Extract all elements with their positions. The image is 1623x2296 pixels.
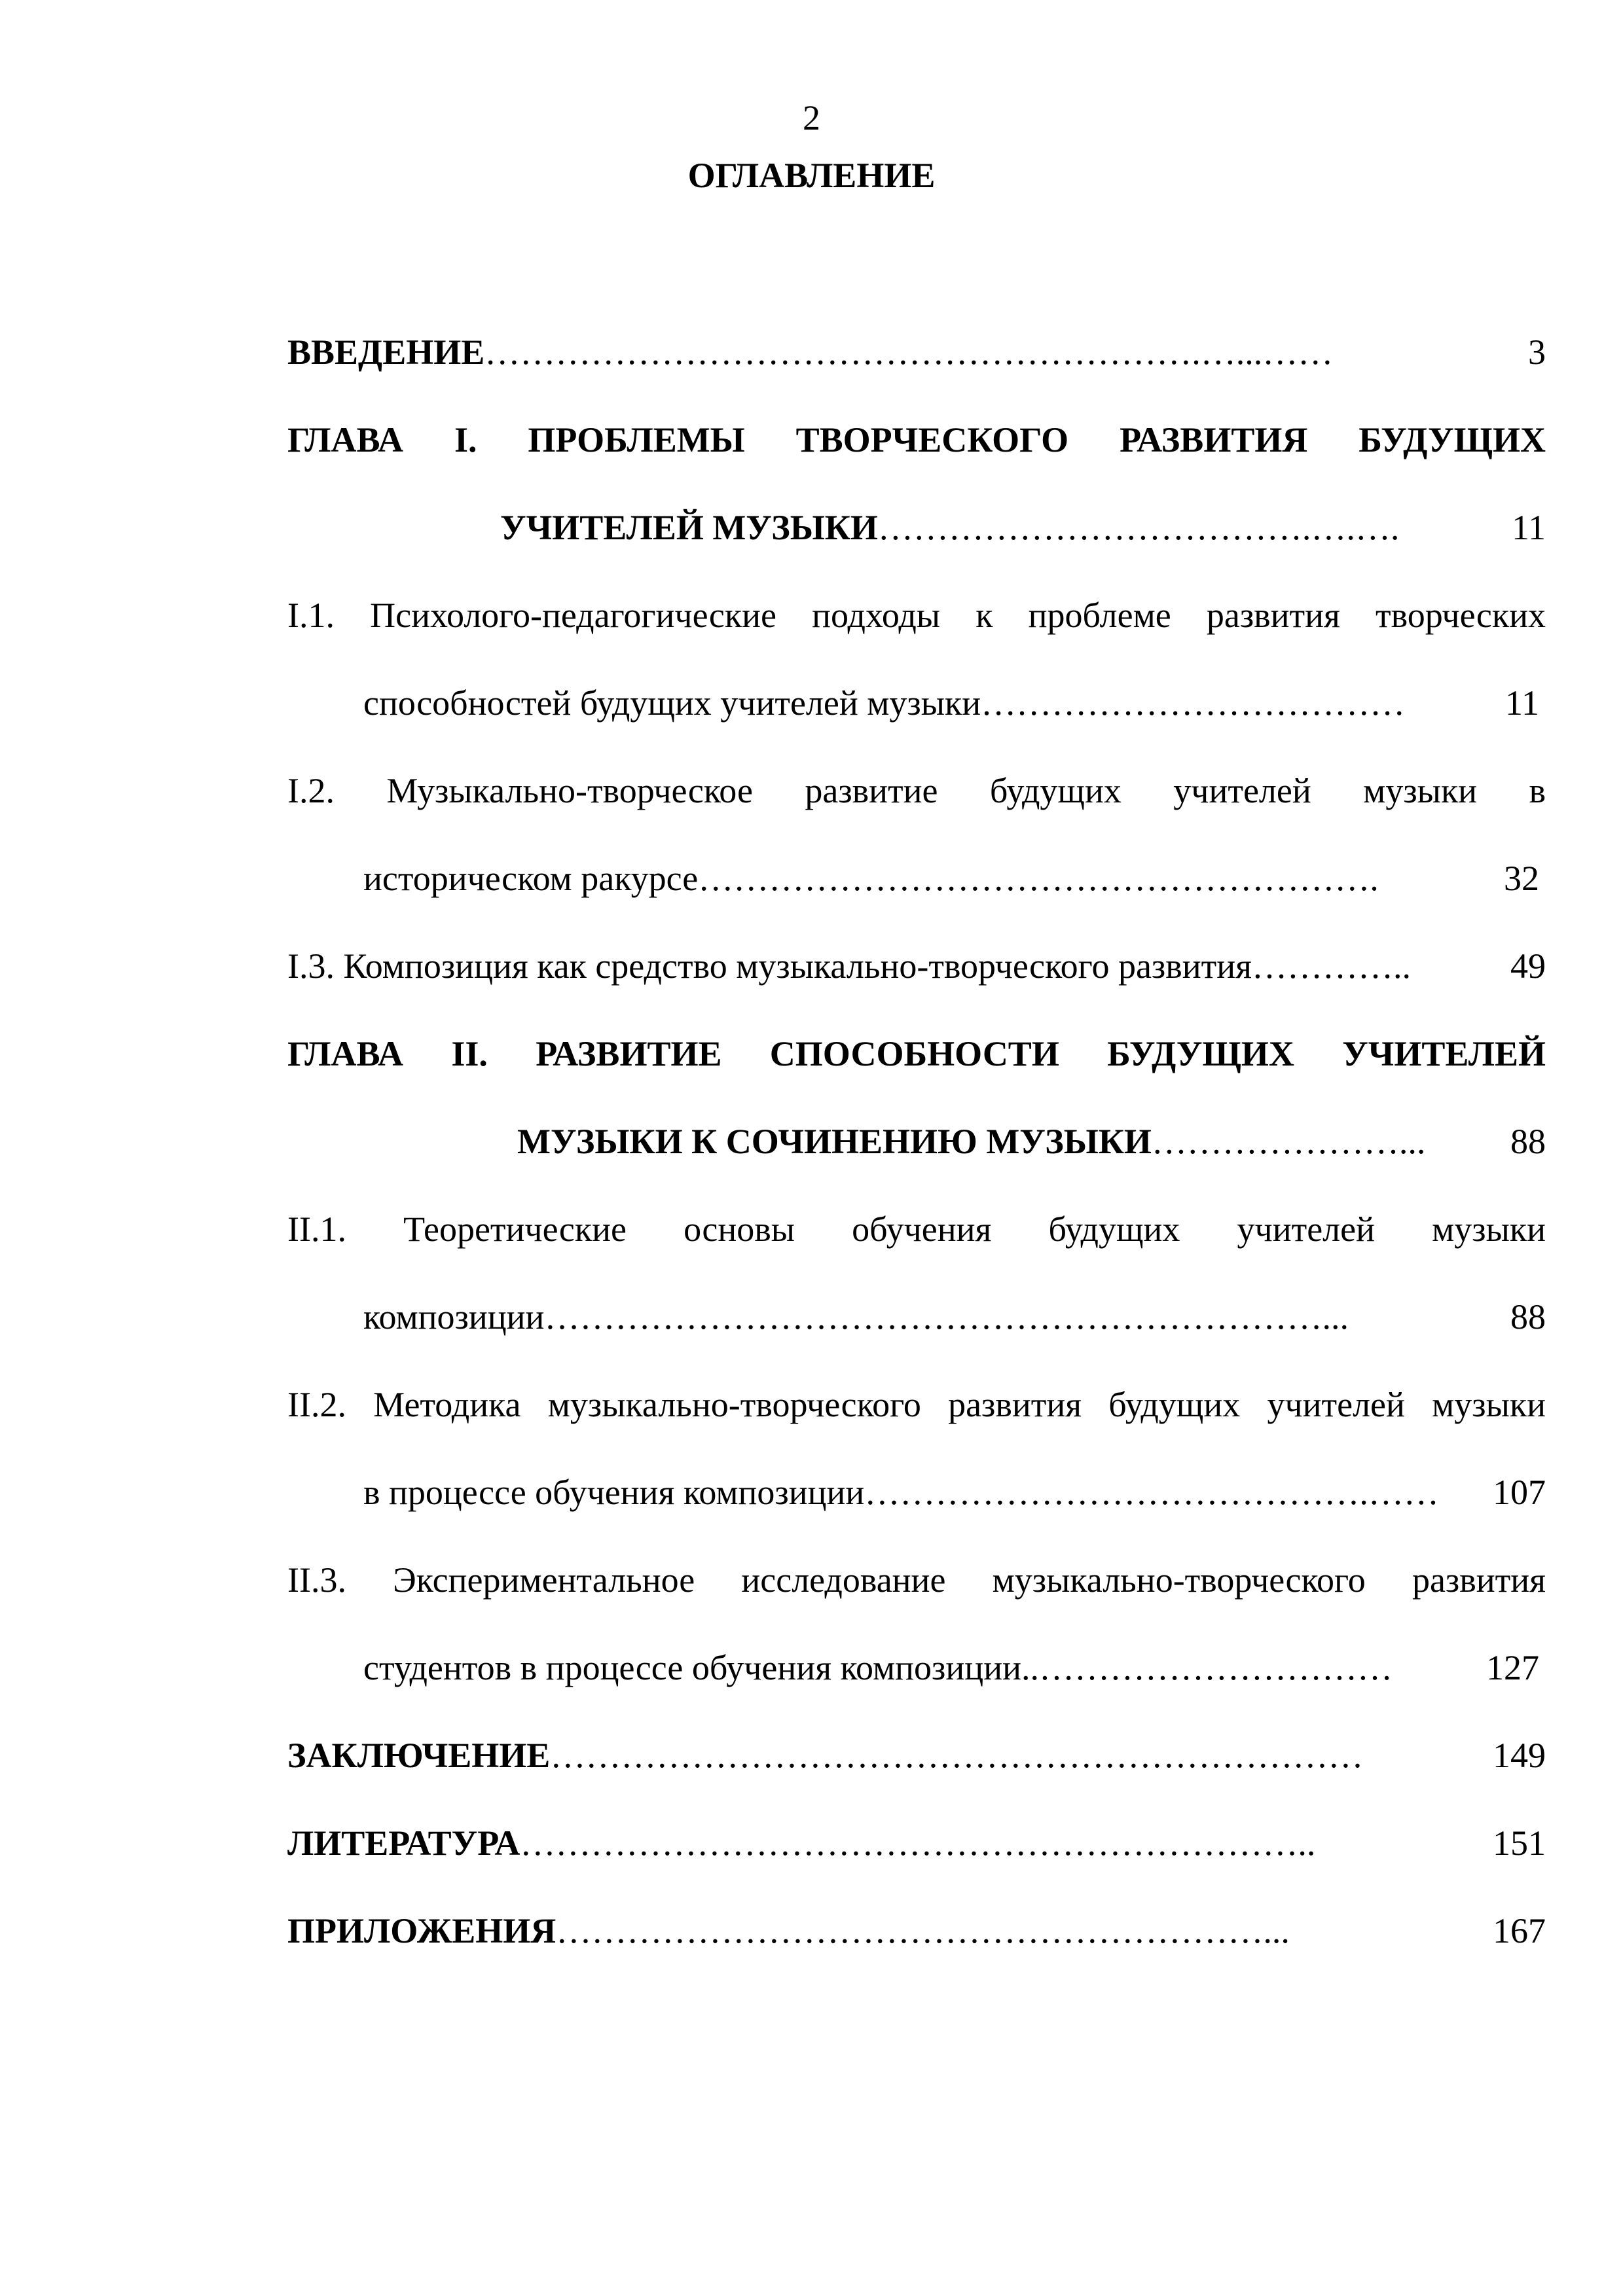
toc-entry-title: ПРИЛОЖЕНИЯ: [287, 1911, 556, 1950]
toc-page-number: 11: [1512, 508, 1546, 547]
toc-entry-chapter-1[interactable]: [500, 508, 1546, 547]
toc-entry-title: I.3. Композиция как средство музыкально-творческого развития: [287, 946, 1252, 986]
toc-leader-dots: ……………………………….….….: [877, 508, 1400, 547]
toc-entry-chapter-2[interactable]: [517, 1122, 1546, 1161]
toc-chapter-1-line-1[interactable]: ГЛАВА I. ПРОБЛЕМЫ ТВОРЧЕСКОГО РАЗВИТИЯ БУДУЩИХ: [287, 420, 1546, 459]
toc-section-1-2-line-1[interactable]: I.2. Музыкально-творческое развитие будущих учителей музыки в: [287, 771, 1546, 810]
toc-leader-dots: ………………………………………………….: [698, 859, 1379, 898]
toc-entry-appendix[interactable]: [287, 1911, 1546, 1950]
toc-entry-title: ЛИТЕРАТУРА: [287, 1823, 520, 1863]
toc-leader-dots: …………………...: [1151, 1122, 1426, 1161]
toc-page-number: 167: [1493, 1911, 1546, 1950]
toc-entry-section-2-2[interactable]: [363, 1473, 1546, 1512]
toc-page-number: 107: [1493, 1473, 1546, 1512]
toc-page-number: 151: [1493, 1823, 1546, 1863]
toc-leader-dots: …………………………………….……: [864, 1473, 1439, 1512]
toc-page-number: 127: [1486, 1648, 1539, 1687]
toc-leader-dots: …………………………………………………….…...……: [484, 332, 1334, 372]
toc-entry-title: историческом ракурсе: [363, 859, 699, 898]
page-number: 2: [803, 98, 820, 137]
toc-page-number: 49: [1510, 946, 1546, 986]
toc-leader-dots: …………………………………………………………..: [520, 1823, 1316, 1863]
toc-chapter-2-line-1[interactable]: ГЛАВА II. РАЗВИТИЕ СПОСОБНОСТИ БУДУЩИХ УЧИТЕЛЕЙ: [287, 1034, 1546, 1073]
toc-entry-title: студентов в процессе обучения композиции..: [363, 1648, 1039, 1687]
toc-entry-conclusion[interactable]: [287, 1736, 1546, 1775]
toc-leader-dots: …………..: [1251, 946, 1411, 986]
toc-section-2-3-line-1[interactable]: II.3. Экспериментальное исследование музыкально-творческого развития: [287, 1560, 1546, 1600]
toc-entry-section-1-3[interactable]: [287, 946, 1546, 986]
toc-entry-title: способностей будущих учителей музыки: [363, 683, 981, 723]
toc-entry-title: в процессе обучения композиции: [363, 1473, 865, 1512]
toc-leader-dots: …………………………: [1039, 1648, 1393, 1687]
toc-entry-section-1-2[interactable]: [363, 859, 1539, 898]
toc-leader-dots: ……………………………………………………………: [550, 1736, 1364, 1775]
toc-section-1-1-line-1[interactable]: I.1. Психолого-педагогические подходы к проблеме развития творческих: [287, 596, 1546, 635]
toc-entry-section-2-3[interactable]: [363, 1648, 1539, 1687]
toc-leader-dots: ………………………………: [981, 683, 1406, 723]
toc-entry-title: УЧИТЕЛЕЙ МУЗЫКИ: [500, 508, 878, 547]
toc-entry-literature[interactable]: [287, 1823, 1546, 1863]
toc-leader-dots: ……………………………………………………...: [556, 1911, 1290, 1950]
page-title: ОГЛАВЛЕНИЕ: [687, 156, 936, 195]
toc-entry-intro[interactable]: [287, 332, 1546, 372]
toc-entry-title: композиции: [363, 1297, 545, 1336]
toc-section-2-2-line-1[interactable]: II.2. Методика музыкально-творческого развития будущих учителей музыки: [287, 1385, 1546, 1424]
toc-page-number: 3: [1528, 332, 1546, 372]
toc-entry-title: ЗАКЛЮЧЕНИЕ: [287, 1736, 551, 1775]
toc-entry-section-2-1[interactable]: [363, 1297, 1546, 1336]
toc-entry-title: ВВЕДЕНИЕ: [287, 332, 485, 372]
toc-section-2-1-line-1[interactable]: II.1. Теоретические основы обучения будущих учителей музыки: [287, 1210, 1546, 1249]
toc-page-number: 11: [1505, 683, 1539, 723]
toc-page-number: 149: [1493, 1736, 1546, 1775]
toc-page-number: 88: [1510, 1297, 1546, 1336]
toc-page-number: 88: [1510, 1122, 1546, 1161]
toc-entry-section-1-1[interactable]: [363, 683, 1539, 723]
toc-leader-dots: …………………………………………………………...: [544, 1297, 1349, 1336]
toc-page-number: 32: [1504, 859, 1539, 898]
toc-entry-title: МУЗЫКИ К СОЧИНЕНИЮ МУЗЫКИ: [517, 1122, 1152, 1161]
